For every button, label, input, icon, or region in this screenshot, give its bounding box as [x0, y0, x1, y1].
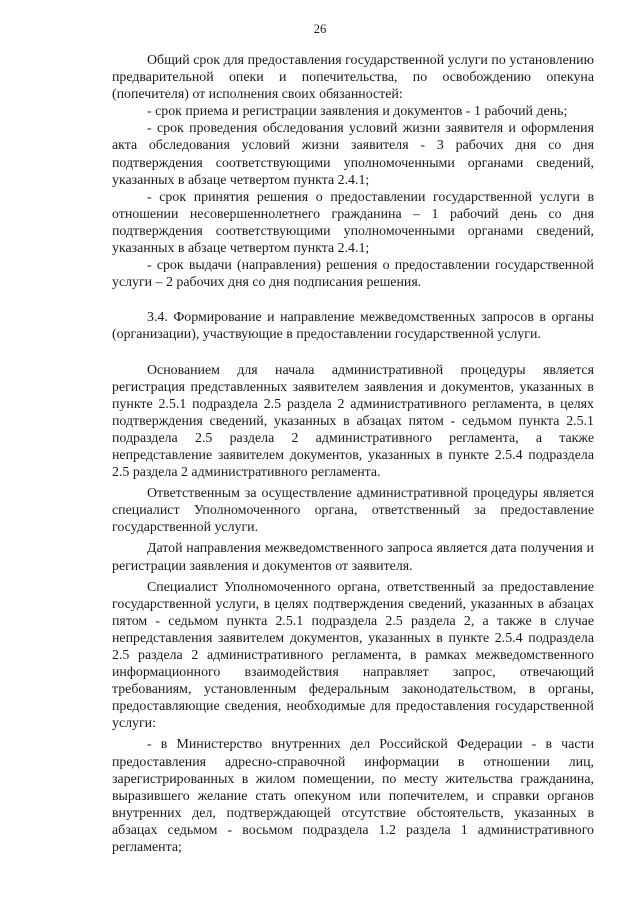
list-item-decision-term: - срок принятия решения о предоставлении государственной услуги в отношении несовершеннолетнего гражданина – 1 рабочий день со дня подтверждения соответствующими уполномоченными органами сведений, указанных в абзаце четвертом пункта 2.4.1; [112, 189, 594, 257]
paragraph-basis: Основанием для начала административной процедуры является регистрация представленных заявителем заявления и документов, указанных в пункте 2.5.1 подраздела 2.5 раздела 2 административного регламента, в целях подтверждения сведений, указанных в абзацах пятом - седьмом пункта 2.5.1 подраздела 2.5 раздела 2 административного регламента, а также непредставление заявителем документов, указанных в пункте 2.5.4 подраздела 2.5 раздела 2 административного регламента. [112, 362, 594, 481]
paragraph-responsible: Ответственным за осуществление административной процедуры является специалист Уполномоченного органа, ответственный за предоставление государственной услуги. [112, 486, 594, 536]
document-body [112, 52, 594, 856]
list-item-issuance-term: - срок выдачи (направления) решения о предоставлении государственной услуги – 2 рабочих дня со дня подписания решения. [112, 258, 594, 291]
paragraph-total-term: Общий срок для предоставления государственной услуги по установлению предварительной опеки и попечительства, по освобождению опекуна (попечителя) от исполнения своих обязанностей: [112, 53, 594, 103]
paragraph-specialist: Специалист Уполномоченного органа, ответственный за предоставление государственной услуги, в целях подтверждения сведений, указанных в абзацах пятом - седьмом пункта 2.5.1 подраздела 2.5 раздела 2, а также в случае непредставления заявителем документов, указанных в пункте 2.5.4 подраздела 2.5 раздела 2 административного регламента, в рамках межведомственного информационного взаимодействия направляет запрос, отвечающий требованиям, установленным федеральным законодательством, в органы, предоставляющие сведения, необходимые для предоставления государственной услуги: [112, 579, 594, 732]
page-number: 26 [313, 22, 327, 36]
paragraph-request-date: Датой направления межведомственного запроса является дата получения и регистрации заявления и документов от заявителя. [112, 541, 594, 574]
list-item-inspection-term: - срок проведения обследования условий жизни заявителя и оформления акта обследования условий жизни заявителя - 3 рабочих дня со дня подтверждения соответствующими уполномоченными органами сведений, указанных в абзаце четвертом пункта 2.4.1; [112, 121, 594, 188]
list-item-registration-term: - срок приема и регистрации заявления и документов - 1 рабочий день; [147, 104, 568, 120]
list-item-ministry: - в Министерство внутренних дел Российской Федерации - в части предоставления адресно-справочной информации в отношении лиц, зарегистрированных в жилом помещении, по месту жительства гражданина, выразившего желание стать опекуном или попечителем, и справки органов внутренних дел, подтверждающей отсутствие обстоятельств, указанных в абзацах седьмом - восьмом подраздела 1.2 раздела 1 административного регламента; [112, 737, 594, 856]
section-heading-3-4: 3.4. Формирование и направление межведомственных запросов в органы (организации), участвующие в предоставлении государственной услуги. [112, 310, 594, 343]
